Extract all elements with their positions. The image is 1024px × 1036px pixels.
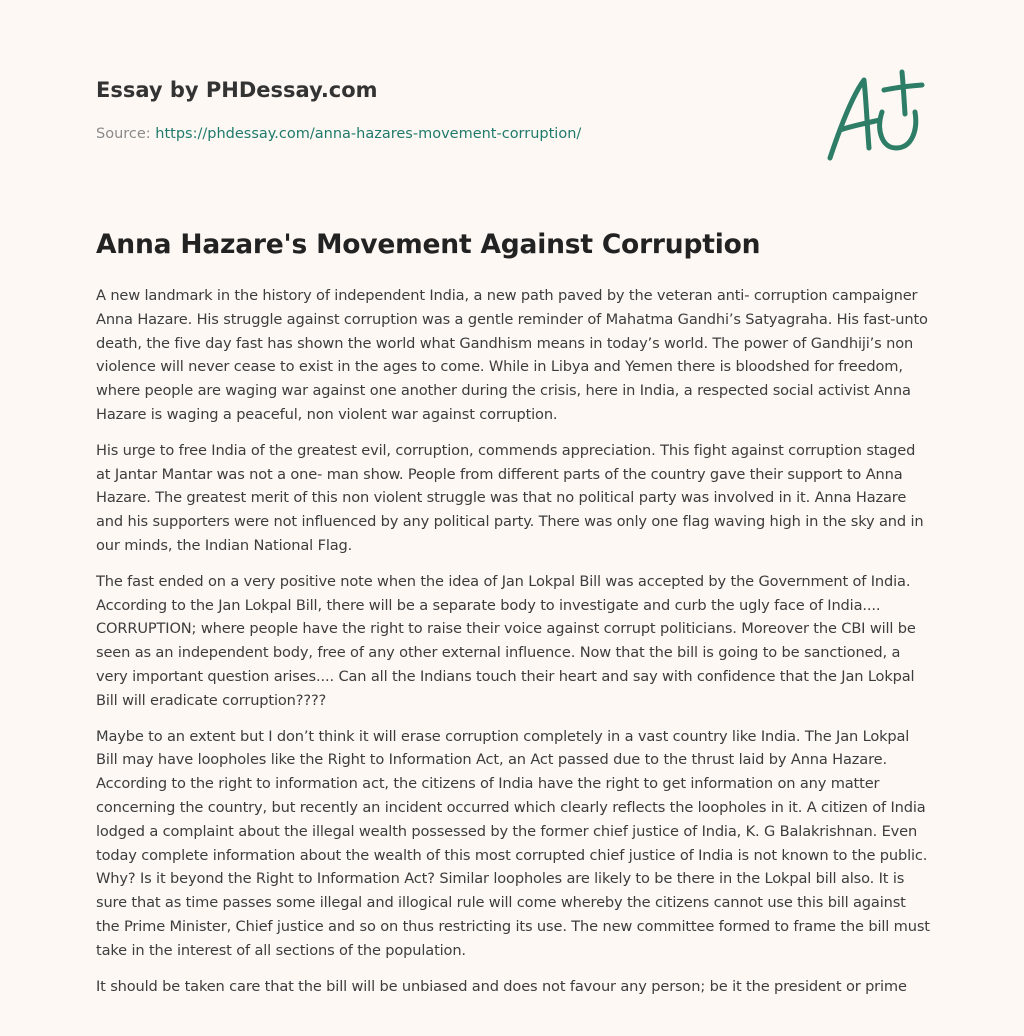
essay-body: [96, 226, 931, 1010]
essay-paragraph: A new landmark in the history of independent India, a new path paved by the veteran anti- corruption campaigner Anna Hazare. His struggle against corruption was a gentle reminder of Mahatma Gandhi’s Satyagraha. His fast-unto death, the five day fast has shown the world what Gandhism means in today’s world. The power of Gandhiji’s non violence will never cease to exist in the ages to come. While in Libya and Yemen there is bloodshed for freedom, where people are waging war against one another during the crisis, here in India, a respected social activist Anna Hazare is waging a peaceful, non violent war against corruption.: [96, 287, 928, 423]
source-link[interactable]: https://phdessay.com/anna-hazares-movement-corruption/: [155, 126, 582, 142]
source-label: Source:: [96, 126, 156, 142]
a-plus-logo-icon: [822, 68, 928, 164]
site-title: Essay by PHDessay.com: [96, 78, 378, 102]
essay-header: [96, 76, 926, 144]
source-line: [96, 124, 926, 144]
essay-paragraph: His urge to free India of the greatest evil, corruption, commends appreciation. This fight against corruption staged at Jantar Mantar was not a one- man show. People from different parts of the country gave their support to Anna Hazare. The greatest merit of this non violent struggle was that no political party was involved in it. Anna Hazare and his supporters were not influenced by any political party. There was only one flag waving high in the sky and in our minds, the Indian National Flag.: [96, 441, 924, 554]
essay-paragraph: Maybe to an extent but I don’t think it will erase corruption completely in a vast country like India. The Jan Lokpal Bill may have loopholes like the Right to Information Act, an Act passed due to the thrust laid by Anna Hazare. According to the right to information act, the citizens of India have the right to get information on any matter concerning the country, but recently an incident occurred which clearly reflects the loopholes in it. A citizen of India lodged a complaint about the illegal wealth possessed by the former chief justice of India, K. G Balakrishnan. Even today complete information about the wealth of this most corrupted chief justice of India is not known to the public. Why? Is it beyond the Right to Information Act? Similar loopholes are likely to be there in the Lokpal bill also. It is sure that as time passes some illegal and illogical rule will come whereby the citizens cannot use this bill against the Prime Minister, Chief justice and so on thus restricting its use. The new committee formed to frame the bill must take in the interest of all sections of the population.: [96, 727, 930, 959]
essay-paragraph: The fast ended on a very positive note when the idea of Jan Lokpal Bill was accepted by the Government of India. According to the Jan Lokpal Bill, there will be a separate body to investigate and curb the ugly face of India.... CORRUPTION; where people have the right to raise their voice against corrupt politicians. Moreover the CBI will be seen as an independent body, free of any other external influence. Now that the bill is going to be sanctioned, a very important question arises.... Can all the Indians touch their heart and say with confidence that the Jan Lokpal Bill will eradicate corruption????: [96, 572, 916, 709]
essay-title: Anna Hazare's Movement Against Corruption: [96, 229, 761, 260]
essay-paragraph: It should be taken care that the bill will be unbiased and does not favour any person; be it the president or prime: [96, 977, 907, 995]
